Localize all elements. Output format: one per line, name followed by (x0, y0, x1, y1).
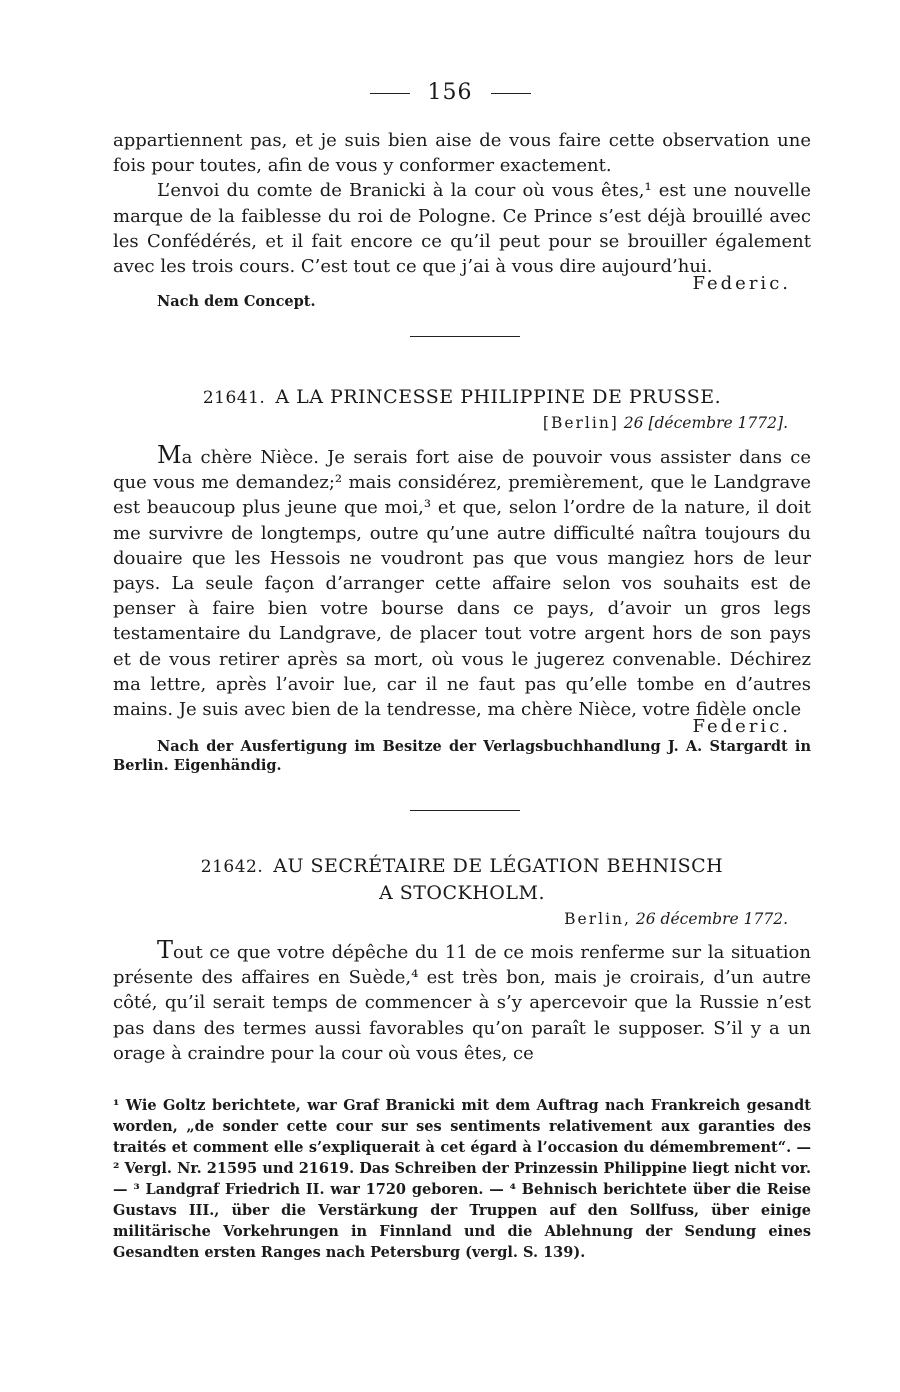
letter-heading (113, 384, 811, 411)
header-rule-right (491, 93, 531, 94)
source-note: Nach der Ausfertigung im Besitze der Verlagsbuchhandlung J. A. Stargardt in Berlin. Eigenhändig. (113, 738, 811, 775)
letter-dateline (543, 414, 788, 432)
section-continuation (113, 128, 811, 311)
letter-body-block (113, 443, 811, 775)
dateline-place: [Berlin] (542, 414, 619, 432)
signature: Federic. (692, 716, 791, 738)
page-number: 156 (427, 80, 473, 105)
page-header (0, 80, 900, 105)
paragraph-branicki: L’envoi du comte de Branicki à la cour où vous êtes,¹ est une nouvelle marque de la faiblesse du roi de Pologne. Ce Prince s’est déjà brouillé avec les Confédérés, et il fait encore ce qu’il peut pour se brouiller également avec les trois cours. C’est tout ce que j’ai à vous dire aujourd’hui. (113, 180, 811, 278)
section-divider (410, 336, 520, 337)
dropcap: M (157, 441, 182, 469)
header-rule-left (370, 93, 410, 94)
letter-body-block (113, 938, 811, 1066)
source-note: Nach dem Concept. (157, 293, 316, 311)
letter-number: 21641. (202, 388, 266, 408)
footnotes: ¹ Wie Goltz berichtete, war Graf Branicki mit dem Auftrag nach Frankreich gesandt worden, „de sonder cette cour sur ses sentiments relativement aux garanties des traités et comment elle s’expliquerait à cet égard à l’occasion du démembrement“. — ² Vergl. Nr. 21595 und 21619. Das Schreiben der Prinzessin Philippine liegt nicht vor. — ³ Landgraf Friedrich II. war 1720 geboren. — ⁴ Behnisch berichtete über die Reise Gustavs III., über die Verstärkung der Truppen auf den Sollfuss, über einige militärische Vorkehrungen in Finnland und die Ablehnung der Sendung eines Gesandten ersten Ranges nach Petersburg (vergl. S. 139). (113, 1097, 811, 1261)
section-divider (410, 810, 520, 811)
letter-body-text: a chère Nièce. Je serais fort aise de pouvoir vous assister dans ce que vous me demandez;² mais considérez, premièrement, que le Landgrave est beaucoup plus jeune que moi,³ et que, selon l’ordre de la nature, il doit me survivre de longtemps, outre qu’une autre difficulté naîtra toujours du douaire que les Hessois ne voudront pas que vous mangiez hors de leur pays. La seule façon d’arranger cette affaire selon vos souhaits est de penser à faire bien votre bourse dans ce pays, d’avoir un gros legs testamentaire du Landgrave, de placer tout votre argent hors de son pays et de vous retirer après sa mort, où vous le jugerez convenable. Déchirez ma lettre, après l’avoir lue, car il ne faut pas qu’elle tombe en d’autres mains. Je suis avec bien de la tendresse, ma chère Nièce, votre fidèle oncle (113, 447, 811, 721)
dateline-date: 26 [décembre 1772]. (623, 414, 788, 432)
letter-title-line1: AU SECRÉTAIRE DE LÉGATION BEHNISCH (273, 855, 724, 877)
letter-number: 21642. (200, 857, 264, 877)
signature: Federic. (692, 273, 791, 295)
paragraph-continuation: appartiennent pas, et je suis bien aise de vous faire cette observation une fois pour toutes, afin de vous y conformer exactement. (113, 130, 811, 177)
dateline-place: Berlin, (564, 910, 631, 928)
dateline-date: 26 décembre 1772. (635, 910, 788, 928)
letter-heading (113, 853, 811, 906)
letter-body (113, 938, 811, 1066)
letter-title-line2: A STOCKHOLM. (378, 882, 545, 904)
letter-body-text: out ce que votre dépêche du 11 de ce mois renferme sur la situation présente des affaires en Suède,⁴ est très bon, mais je croirais, d’un autre côté, qu’il serait temps de commencer à s’y apercevoir que la Russie n’est pas dans des termes aussi favorables qu’on paraît le supposer. S’il y a un orage à craindre pour la cour où vous êtes, ce (113, 942, 811, 1064)
dropcap: T (157, 936, 174, 964)
letter-body (113, 443, 811, 722)
letter-dateline (564, 910, 788, 928)
letter-title: A LA PRINCESSE PHILIPPINE DE PRUSSE. (275, 386, 722, 408)
